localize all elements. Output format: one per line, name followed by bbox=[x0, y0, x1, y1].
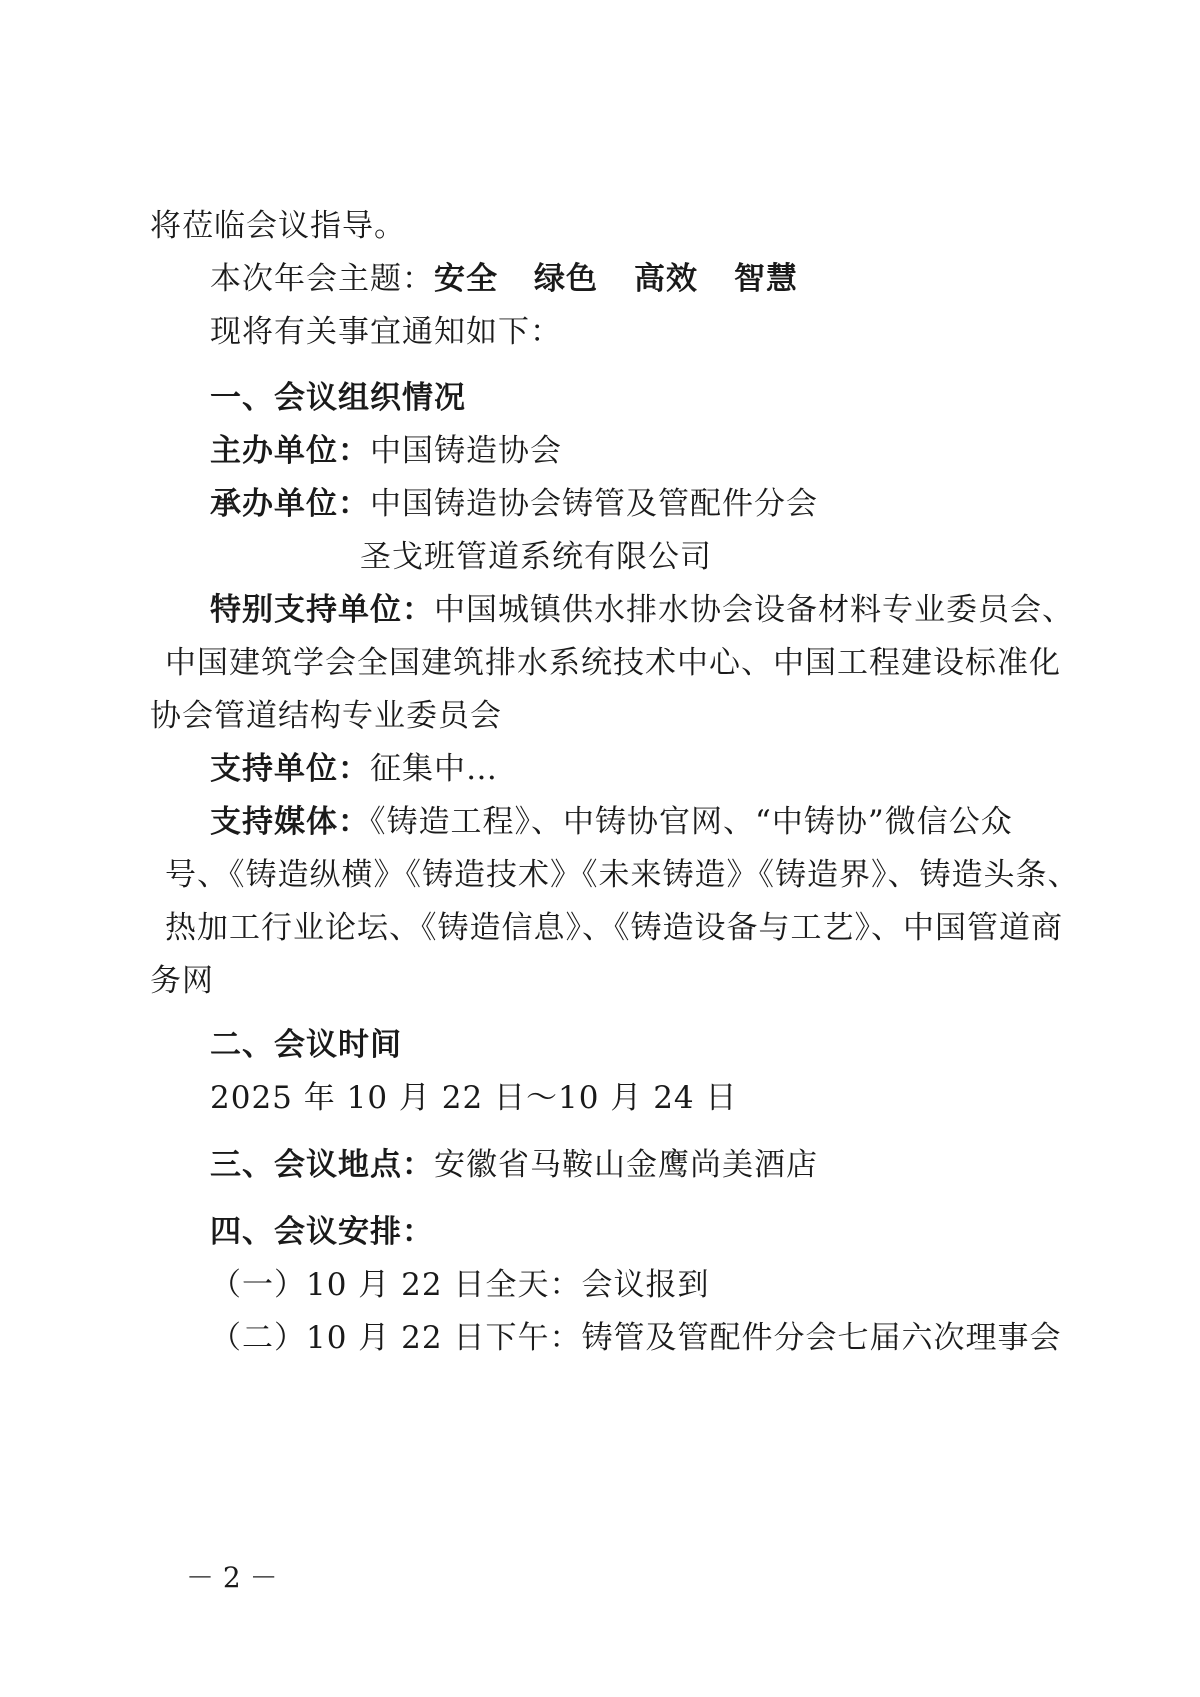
section4-heading: 四、会议安排： bbox=[210, 1214, 434, 1250]
support-line bbox=[210, 749, 498, 789]
theme-word-safety: 安全 bbox=[434, 261, 498, 297]
schedule-item-1: （一）10 月 22 日全天：会议报到 bbox=[210, 1267, 710, 1303]
media-line-3: 热加工行业论坛、《铸造信息》、《铸造设备与工艺》、中国管道商 bbox=[165, 910, 1063, 946]
organizer-value-1: 中国铸造协会铸管及管配件分会 bbox=[370, 486, 818, 522]
organizer-label: 承办单位： bbox=[210, 486, 370, 522]
organizer-value-2: 圣戈班管道系统有限公司 bbox=[360, 539, 712, 575]
media-label: 支持媒体： bbox=[210, 804, 370, 840]
special-support-line-1 bbox=[210, 590, 1074, 630]
section3-line bbox=[210, 1145, 818, 1185]
section1-heading: 一、会议组织情况 bbox=[210, 380, 466, 416]
support-label: 支持单位： bbox=[210, 751, 370, 787]
theme-word-efficient: 高效 bbox=[634, 261, 698, 297]
media-line-2: 号、《铸造纵横》《铸造技术》《未来铸造》《铸造界》、铸造头条、 bbox=[165, 857, 1080, 893]
intro-end-text: 将莅临会议指导。 bbox=[150, 208, 406, 244]
host-value: 中国铸造协会 bbox=[370, 433, 562, 469]
host-line bbox=[210, 431, 562, 471]
special-support-label: 特别支持单位： bbox=[210, 592, 434, 628]
meeting-date-range: 2025 年 10 月 22 日～10 月 24 日 bbox=[210, 1080, 738, 1116]
special-support-text-1: 中国城镇供水排水协会设备材料专业委员会、 bbox=[434, 592, 1074, 628]
meeting-location: 安徽省马鞍山金鹰尚美酒店 bbox=[434, 1147, 818, 1183]
section3-heading: 三、会议地点： bbox=[210, 1147, 434, 1183]
theme-line bbox=[210, 259, 798, 299]
section2-heading: 二、会议时间 bbox=[210, 1027, 402, 1063]
special-support-line-3: 协会管道结构专业委员会 bbox=[150, 698, 502, 734]
schedule-item-2: （二）10 月 22 日下午：铸管及管配件分会七届六次理事会 bbox=[210, 1320, 1062, 1356]
notice-intro-text: 现将有关事宜通知如下： bbox=[210, 314, 562, 350]
theme-word-green: 绿色 bbox=[534, 261, 598, 297]
theme-words bbox=[434, 261, 798, 297]
organizer-line bbox=[210, 484, 818, 524]
media-line-1 bbox=[210, 802, 1013, 842]
theme-word-smart: 智慧 bbox=[734, 261, 798, 297]
theme-label: 本次年会主题： bbox=[210, 261, 434, 297]
page-number: － 2 － bbox=[186, 1561, 278, 1594]
special-support-line-2: 中国建筑学会全国建筑排水系统技术中心、中国工程建设标准化 bbox=[165, 645, 1061, 681]
media-text-1: 《铸造工程》、中铸协官网、“中铸协”微信公众 bbox=[370, 804, 1013, 840]
host-label: 主办单位： bbox=[210, 433, 370, 469]
media-line-4: 务网 bbox=[150, 963, 214, 999]
support-value: 征集中… bbox=[370, 751, 498, 787]
